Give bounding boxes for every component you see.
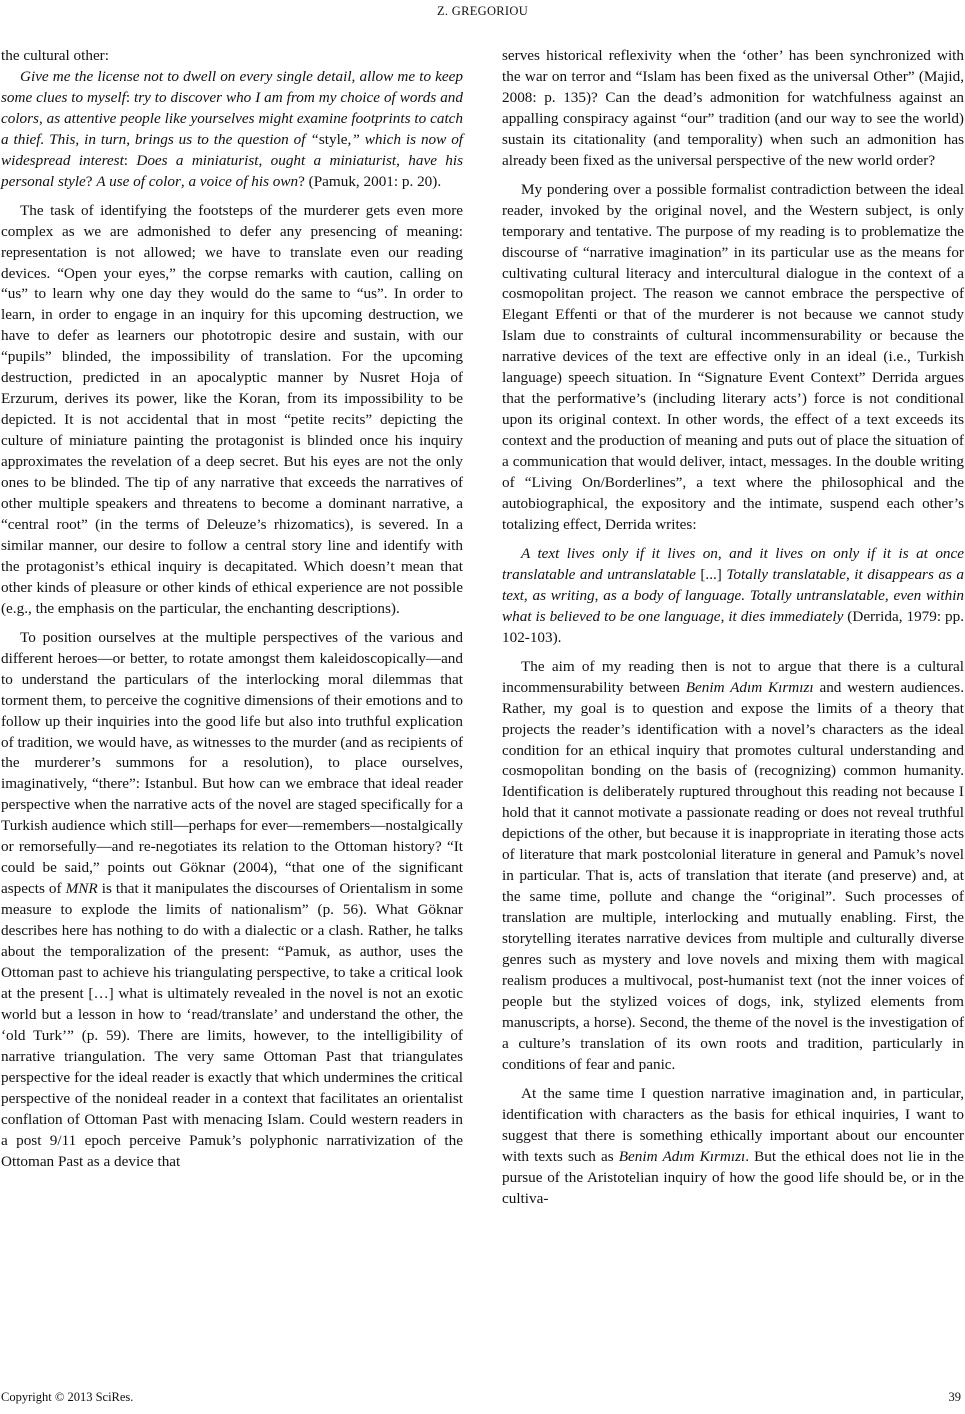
paragraph-ethical-encounter: At the same time I question narrative imagination and, in particular, identification with characters as the basis for ethical inquiries, I want to suggest that there is something ethically important about our encounter with texts such as Benim Adım Kırmızı. But the ethical does not lie in the pursue of the Aristotelian inquiry of how the good life should be, or in the cultiva- [502, 1084, 964, 1207]
copyright-notice: Copyright © 2013 SciRes. [1, 1390, 134, 1404]
running-head: Z. GREGORIOU [436, 4, 529, 18]
paragraph-formalist-contradiction: My pondering over a possible formalist contradiction between the ideal reader, invoked by the original novel, and the Western subject, is only temporary and tentative. The purpose of my reading is to problematize the discourse of “narrative imagination” in its particular use as the means for cultivating cultural literacy and intercultural dialogue in the context of a cosmopolitan project. The reason we cannot embrace the perspective of Elegant Effenti or that of the murderer is not because we cannot study Islam due to constraints of cultural incommensurability or because the narrative devices of the text are effective only in an ideal (i.e., Turkish language) speech situation. In “Signature Event Context” Derrida argues that the performative’s (including literary acts’) force is not conditional upon its original context. In other words, the effect of a text exceeds its context and the production of meaning and puts out of place the situation of a communication that would deliver, intact, messages. In the double writing of “Living On/Borderlines”, a text where the philosophical and the autobiographical, the expository and the intimate, suspend each other’s totalizing effect, Derrida writes: [502, 180, 964, 533]
paragraph-aim-of-reading: The aim of my reading then is not to argue that there is a cultural incommensurability between Benim Adım Kırmızı and western audiences. Rather, my goal is to question and expose the limits of a theory that projects the reader’s identification with a novel’s characters as the ideal condition for an ethical inquiry that promotes cultural understanding and cosmopolitan bonding on the basis of (recognizing) common humanity. Identification is deliberately ruptured throughout this reading not because I hold that it cannot motivate a passionate reading or does not reveal truthful depictions of the other, but because it is inappropriate in iterating those acts of literature that mark postcolonial literature in general and Pamuk’s novel in particular. That is, acts of translation that iterate (and preserve) and, at the same time, pollute and change the “original”. Such processes of translation are multiple, interlocking and mutually enabling. First, the storytelling iterates narrative devices from multiple and culturally diverse genres such as mystery and love novels and mixing them with magical realism produces a multivocal, post-humanist text (not the inner voices of people but the stylized voices of dogs, ink, stylized elements from manuscripts, a horse). Second, the theme of the novel is the investigation of a culture’s translation of its own roots and tradition, particularly in conditions of fear and panic. [502, 657, 964, 1073]
paragraph-multiple-perspectives: To position ourselves at the multiple perspectives of the various and different heroes—or better, to rotate amongst them kaleidoscopically—and to understand the particulars of the interlocking moral dilemmas that torment them, to perceive the cognitive dimensions of their emotions and to follow up their inquiries into the good life but also into truthful explication of tradition, we would have, as witnesses to the murder (and as recipients of the murderer’s summons for a resolution), to place ourselves, imaginatively, “there”: Istanbul. But how can we embrace that ideal reader perspective when the narrative acts of the novel are staged specifically for a Turkish audience which still—perhaps for ever—remembers—nostalgically or remorsefully—and re-negotiates its relation to the Ottoman history? “It could be said,” points out Göknar (2004), “that one of the significant aspects of MNR is that it manipulates the discourses of Orientalism in some measure to explode the limits of nationalism” (p. 56). What Göknar describes here has nothing to do with a dialectic or a clash. Rather, he talks about the temporalization of the present: “Pamuk, as author, uses the Ottoman past to achieve his triangulating perspective, to take a critical look at the present […] what is ultimately revealed in the novel is not an exotic world but a lesson in how to ‘read/translate’ and understand the other, the ‘old Turk’” (p. 59). There are limits, however, to the intelligibility of narrative triangulation. The very same Ottoman Past that triangulates perspective for the ideal reader is exactly that which undermines the critical perspective of the nonideal reader in a context that facilitates an orientalist conflation of Ottoman Past with menacing Islam. Could western readers in a post 9/11 epoch perceive Pamuk’s polyphonic narrativization of the Ottoman Past as a device that [1, 628, 464, 1170]
paragraph-lead-in: the cultural other: [1, 47, 109, 64]
paragraph-continued: serves historical reflexivity when the ‘other’ has been synchronized with the war on terror and “Islam has been fixed as the universal Other” (Majid, 2008: p. 135)? Can the dead’s admonition for watchfulness against an appalling conspiracy against “our” tradition (and our way to see the world) sustain its citationality (and temporality) when such an admonition has already been fixed as the universal perspective of the new world order? [502, 47, 964, 169]
left-column [1, 46, 463, 1173]
paragraph-footsteps: The task of identifying the footsteps of the murderer gets even more complex as we are admonished to defer any presencing of meaning: representation is not allowed; we have to translate even our reading devices. “Open your eyes,” the corpse remarks with caution, calling on “us” to learn why one day they would do the same to “us”. In order to learn, in order to engage in an inquiry for this upcoming destruction, we have to defer as learners our phototropic desire and sustain, with our “pupils” blinded, the impossibility of translation. For the upcoming destruction, predicted in an apocalyptic manner by Nusret Hoja of Erzurum, derives its power, like the Koran, from its impossibility to be depicted. It is not accidental that in most “petite recits” depicting the culture of miniature painting the protagonist is blinded once his inquiry approximates the revelation of a deep secret. But his eyes are not the only ones to be blinded. The tip of any narrative that exceeds the narratives of other multiple speakers and threatens to become a dominant narrative, a “central root” (in the terms of Deleuze’s rhizomatics), is severed. In a similar manner, our desire to follow a central story line and identify with the protagonist’s ethical inquiry is decapitated. Which doesn’t mean that other kinds of pleasure or other kinds of ethical experience are not possible (e.g., the emphasis on the particular, the enchanting descriptions). [1, 201, 463, 617]
block-quote-derrida: A text lives only if it lives on, and it lives on only if it is at once translatable and untranslatable [...] Totally translatable, it disappears as a text, as writing, as a body of language. Totally untranslatable, even within what is believed to be one language, it dies immediately (Derrida, 1979: pp. 102-103). [502, 544, 965, 646]
page-footer [0, 1390, 965, 1410]
right-column [502, 46, 964, 1209]
block-quote-pamuk: Give me the license not to dwell on every single detail, allow me to keep some clues to myself: try to discover who I am from my choice of words and colors, as attentive people like yourselves might examine footprints to catch a thief. This, in turn, brings us to the question of “style,” which is now of widespread interest: Does a miniaturist, ought a miniaturist, have his personal style? A use of color, a voice of his own? (Pamuk, 2001: p. 20). [1, 67, 464, 190]
page-number: 39 [948, 1390, 961, 1404]
